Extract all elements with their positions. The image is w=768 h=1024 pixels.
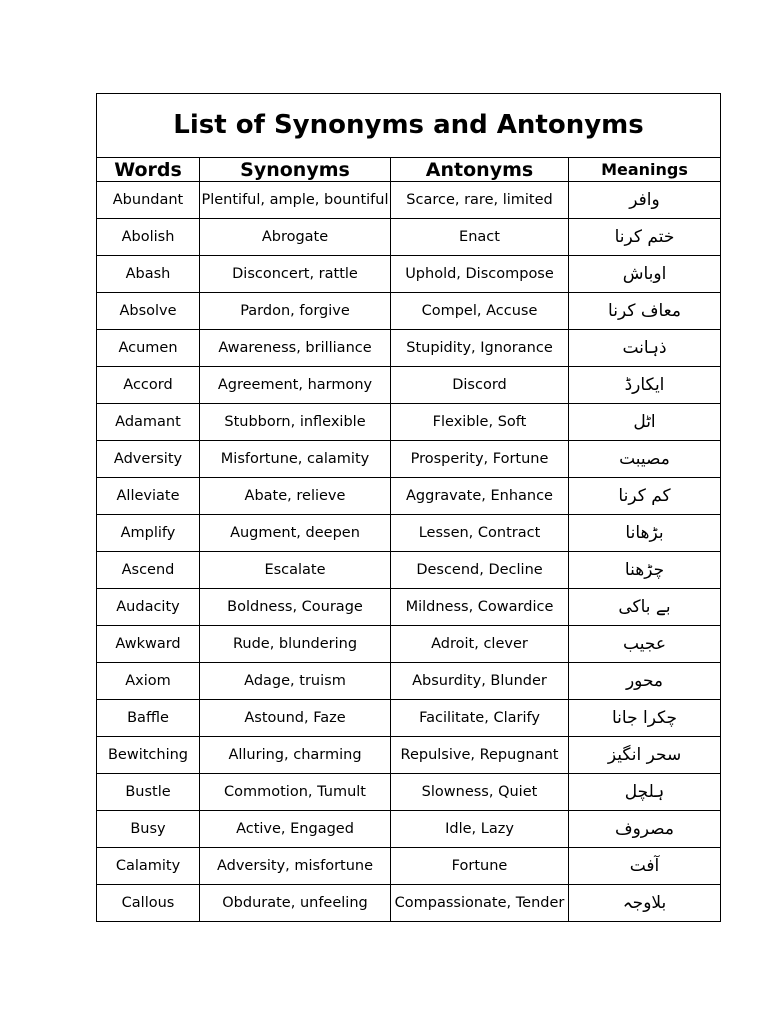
synonyms-cell: Disconcert, rattle [200, 256, 391, 293]
header-synonyms: Synonyms [200, 158, 391, 182]
word-cell: Accord [97, 367, 200, 404]
word-cell: Awkward [97, 626, 200, 663]
table-row [97, 367, 721, 404]
table-row [97, 330, 721, 367]
synonyms-cell: Stubborn, inflexible [200, 404, 391, 441]
word-cell: Abundant [97, 182, 200, 219]
table-row [97, 626, 721, 663]
meaning-cell: کم کرنا [569, 478, 721, 515]
synonyms-cell: Agreement, harmony [200, 367, 391, 404]
meaning-cell: بلاوجہ [569, 885, 721, 922]
table-row [97, 404, 721, 441]
meaning-cell: سحر انگیز [569, 737, 721, 774]
synonyms-cell: Obdurate, unfeeling [200, 885, 391, 922]
table-row [97, 663, 721, 700]
table-row [97, 552, 721, 589]
meaning-cell: آفت [569, 848, 721, 885]
synonyms-cell: Astound, Faze [200, 700, 391, 737]
antonyms-cell: Compel, Accuse [391, 293, 569, 330]
word-cell: Acumen [97, 330, 200, 367]
meaning-cell: اوباش [569, 256, 721, 293]
word-cell: Axiom [97, 663, 200, 700]
antonyms-cell: Facilitate, Clarify [391, 700, 569, 737]
meaning-cell: اٹل [569, 404, 721, 441]
table-row [97, 478, 721, 515]
meaning-cell: بے باکی [569, 589, 721, 626]
word-cell: Amplify [97, 515, 200, 552]
meaning-cell: چڑھنا [569, 552, 721, 589]
meaning-cell: محور [569, 663, 721, 700]
antonyms-cell: Idle, Lazy [391, 811, 569, 848]
table-row [97, 182, 721, 219]
antonyms-cell: Stupidity, Ignorance [391, 330, 569, 367]
meaning-cell: معاف کرنا [569, 293, 721, 330]
table-row [97, 441, 721, 478]
synonyms-cell: Abate, relieve [200, 478, 391, 515]
word-cell: Alleviate [97, 478, 200, 515]
title-row [97, 94, 721, 158]
meaning-cell: چکرا جانا [569, 700, 721, 737]
synonyms-cell: Adage, truism [200, 663, 391, 700]
word-cell: Calamity [97, 848, 200, 885]
table-row [97, 700, 721, 737]
page-title: List of Synonyms and Antonyms [173, 110, 644, 140]
word-cell: Busy [97, 811, 200, 848]
table-row [97, 219, 721, 256]
word-cell: Bewitching [97, 737, 200, 774]
antonyms-cell: Uphold, Discompose [391, 256, 569, 293]
table-row [97, 515, 721, 552]
antonyms-cell: Scarce, rare, limited [391, 182, 569, 219]
synonyms-cell: Rude, blundering [200, 626, 391, 663]
synonyms-cell: Escalate [200, 552, 391, 589]
meaning-cell: عجیب [569, 626, 721, 663]
antonyms-cell: Absurdity, Blunder [391, 663, 569, 700]
synonyms-cell: Boldness, Courage [200, 589, 391, 626]
antonyms-cell: Slowness, Quiet [391, 774, 569, 811]
table-row [97, 589, 721, 626]
synonyms-cell: Awareness, brilliance [200, 330, 391, 367]
meaning-cell: مصروف [569, 811, 721, 848]
word-cell: Absolve [97, 293, 200, 330]
antonyms-cell: Fortune [391, 848, 569, 885]
meaning-cell: ہلچل [569, 774, 721, 811]
word-cell: Adversity [97, 441, 200, 478]
header-row [97, 158, 721, 182]
header-antonyms: Antonyms [391, 158, 569, 182]
word-cell: Abolish [97, 219, 200, 256]
meaning-cell: وافر [569, 182, 721, 219]
table-row [97, 774, 721, 811]
antonyms-cell: Discord [391, 367, 569, 404]
meaning-cell: ذہانت [569, 330, 721, 367]
meaning-cell: بڑھانا [569, 515, 721, 552]
table-row [97, 293, 721, 330]
header-words: Words [97, 158, 200, 182]
antonyms-cell: Flexible, Soft [391, 404, 569, 441]
synonyms-cell: Augment, deepen [200, 515, 391, 552]
antonyms-cell: Adroit, clever [391, 626, 569, 663]
antonyms-cell: Repulsive, Repugnant [391, 737, 569, 774]
table-row [97, 737, 721, 774]
synonyms-cell: Adversity, misfortune [200, 848, 391, 885]
synonyms-cell: Plentiful, ample, bountiful [200, 182, 391, 219]
word-cell: Callous [97, 885, 200, 922]
word-cell: Adamant [97, 404, 200, 441]
synonyms-cell: Abrogate [200, 219, 391, 256]
table-row [97, 885, 721, 922]
meaning-cell: مصیبت [569, 441, 721, 478]
word-cell: Ascend [97, 552, 200, 589]
antonyms-cell: Mildness, Cowardice [391, 589, 569, 626]
word-cell: Audacity [97, 589, 200, 626]
word-cell: Baffle [97, 700, 200, 737]
antonyms-cell: Lessen, Contract [391, 515, 569, 552]
synonyms-cell: Active, Engaged [200, 811, 391, 848]
synonyms-cell: Alluring, charming [200, 737, 391, 774]
meaning-cell: ختم کرنا [569, 219, 721, 256]
antonyms-cell: Prosperity, Fortune [391, 441, 569, 478]
antonyms-cell: Enact [391, 219, 569, 256]
antonyms-cell: Compassionate, Tender [391, 885, 569, 922]
antonyms-cell: Descend, Decline [391, 552, 569, 589]
synonyms-cell: Misfortune, calamity [200, 441, 391, 478]
antonyms-cell: Aggravate, Enhance [391, 478, 569, 515]
word-cell: Bustle [97, 774, 200, 811]
synonyms-cell: Pardon, forgive [200, 293, 391, 330]
title-cell [97, 94, 721, 158]
word-cell: Abash [97, 256, 200, 293]
meaning-cell: ایکارڈ [569, 367, 721, 404]
synonyms-cell: Commotion, Tumult [200, 774, 391, 811]
table-row [97, 256, 721, 293]
synonyms-antonyms-table [96, 93, 721, 922]
table-row [97, 811, 721, 848]
table-row [97, 848, 721, 885]
header-meanings: Meanings [569, 158, 721, 182]
